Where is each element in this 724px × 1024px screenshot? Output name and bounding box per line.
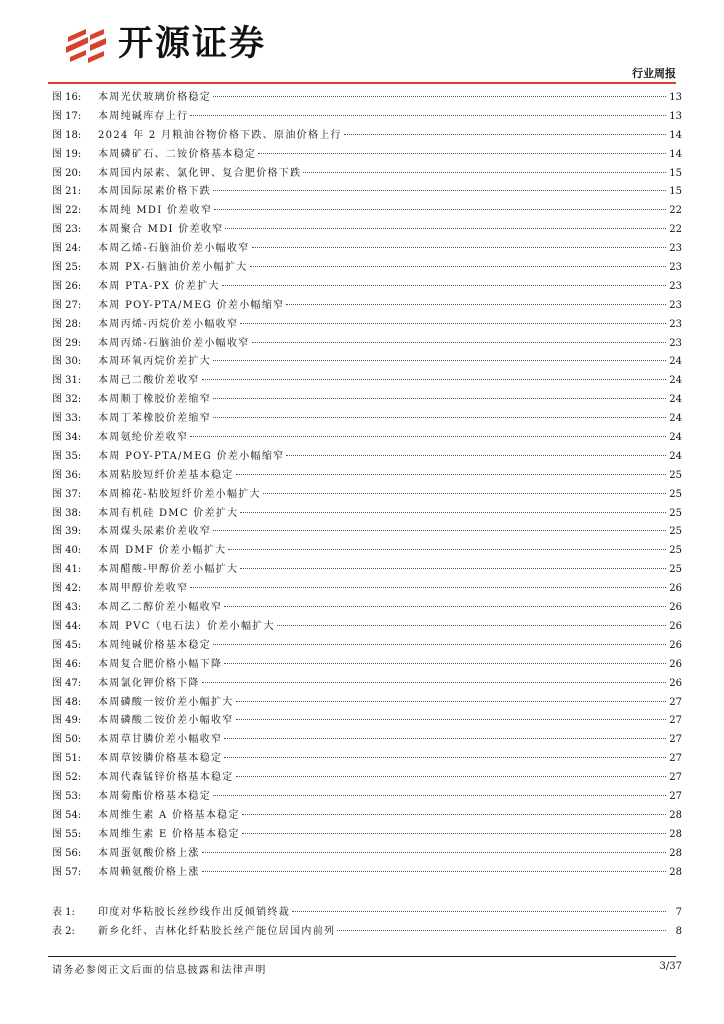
entry-title: 本周 PTA-PX 价差扩大 (98, 280, 220, 292)
entry-page: 24 (669, 394, 682, 406)
entry-page: 24 (669, 432, 682, 444)
figure-list (52, 89, 682, 882)
entry-title: 本周磷酸一铵价差小幅扩大 (98, 696, 234, 708)
dot-leader (190, 436, 666, 437)
entry-number: 图 41: (52, 564, 82, 576)
entry-page: 25 (669, 488, 682, 500)
dot-leader (213, 96, 666, 97)
entry-number: 图 57: (52, 866, 82, 878)
entry-page: 23 (669, 243, 682, 255)
entry-page: 24 (669, 450, 682, 462)
entry-number: 图 18: (52, 129, 82, 141)
entry-page: 27 (669, 753, 682, 765)
entry-number: 图 34: (52, 432, 82, 444)
entry-title: 本周丁苯橡胶价差缩窄 (98, 413, 211, 425)
entry-title: 本周棉花-粘胶短纤价差小幅扩大 (98, 488, 261, 500)
figure-toc-row[interactable] (52, 845, 682, 864)
entry-page: 23 (669, 299, 682, 311)
entry-number: 图 30: (52, 356, 82, 368)
entry-number: 图 52: (52, 772, 82, 784)
figure-toc-row[interactable] (52, 429, 682, 448)
entry-page: 26 (669, 620, 682, 632)
entry-page: 23 (669, 262, 682, 274)
entry-page: 25 (669, 545, 682, 557)
footer-disclaimer: 请务必参阅正文后面的信息披露和法律声明 (52, 965, 267, 976)
dot-leader (236, 474, 666, 475)
dot-leader (213, 644, 666, 645)
entry-title: 本周丙烯-石脑油价差小幅收窄 (98, 337, 250, 349)
dot-leader (202, 852, 666, 853)
kaiyuan-logo-icon (64, 25, 108, 67)
entry-title: 本周磷矿石、二铵价格基本稳定 (98, 148, 257, 160)
entry-title: 本周维生素 E 价格基本稳定 (98, 828, 240, 840)
figure-toc-row[interactable] (52, 410, 682, 429)
dot-leader (250, 266, 666, 267)
page-header (0, 0, 724, 84)
figure-toc-row[interactable] (52, 769, 682, 788)
dot-leader (224, 606, 666, 607)
entry-title: 本周氨纶价差收窄 (98, 432, 189, 444)
entry-page: 24 (669, 375, 682, 387)
dot-leader (344, 134, 666, 135)
dot-leader (213, 398, 666, 399)
entry-title: 本周甲醇价差收窄 (98, 583, 189, 595)
figure-toc-row[interactable] (52, 467, 682, 486)
figure-toc-row[interactable] (52, 146, 682, 165)
entry-number: 图 38: (52, 507, 82, 519)
entry-number: 图 36: (52, 469, 82, 481)
entry-number: 表 1: (52, 907, 75, 918)
entry-title: 本周 PVC（电石法）价差小幅扩大 (98, 620, 275, 632)
entry-page: 26 (669, 602, 682, 614)
figure-toc-row[interactable] (52, 316, 682, 335)
figure-toc-row[interactable] (52, 826, 682, 845)
dot-leader (202, 379, 666, 380)
entry-title: 本周聚合 MDI 价差收窄 (98, 224, 224, 236)
entry-title: 本周丙烯-丙烷价差小幅收窄 (98, 318, 239, 330)
entry-page: 22 (669, 224, 682, 236)
entry-number: 图 51: (52, 753, 82, 765)
entry-title: 本周煤头尿素价差收窄 (98, 526, 211, 538)
figure-toc-row[interactable] (52, 127, 682, 146)
entry-page: 23 (669, 337, 682, 349)
figure-toc-row[interactable] (52, 523, 682, 542)
entry-number: 图 31: (52, 375, 82, 387)
entry-number: 图 27: (52, 299, 82, 311)
entry-page: 27 (669, 734, 682, 746)
entry-page: 15 (669, 167, 682, 179)
entry-number: 图 53: (52, 790, 82, 802)
entry-number: 图 43: (52, 602, 82, 614)
figure-toc-row[interactable] (52, 675, 682, 694)
dot-leader (225, 228, 666, 229)
figure-toc-row[interactable] (52, 335, 682, 354)
entry-number: 图 25: (52, 262, 82, 274)
dot-leader (263, 493, 666, 494)
entry-number: 图 45: (52, 639, 82, 651)
entry-title: 本周纯 MDI 价差收窄 (98, 205, 213, 217)
entry-number: 图 55: (52, 828, 82, 840)
entry-page: 25 (669, 469, 682, 481)
entry-number: 图 17: (52, 110, 82, 122)
figure-toc-row[interactable] (52, 89, 682, 108)
entry-number: 图 42: (52, 583, 82, 595)
entry-title: 本周己二酸价差收窄 (98, 375, 200, 387)
entry-title: 本周复合肥价格小幅下降 (98, 658, 223, 670)
entry-number: 表 2: (52, 925, 75, 937)
dot-leader (213, 417, 666, 418)
entry-title: 本周菊酯价格基本稳定 (98, 790, 211, 802)
entry-title: 本周纯碱库存上行 (98, 110, 189, 122)
entry-page: 14 (669, 129, 682, 141)
entry-page: 27 (669, 715, 682, 727)
figure-toc-row[interactable] (52, 750, 682, 769)
dot-leader (292, 911, 666, 912)
entry-page: 22 (669, 205, 682, 217)
entry-page: 13 (669, 92, 682, 103)
entry-title: 本周光伏玻璃价格稳定 (98, 92, 211, 103)
entry-number: 图 33: (52, 413, 82, 425)
entry-page: 27 (669, 696, 682, 708)
entry-title: 本周草甘膦价差小幅收窄 (98, 734, 223, 746)
entry-number: 图 28: (52, 318, 82, 330)
entry-number: 图 35: (52, 450, 82, 462)
dot-leader (222, 285, 666, 286)
figure-toc-row[interactable] (52, 618, 682, 637)
figure-toc-row[interactable] (52, 599, 682, 618)
dot-leader (240, 568, 666, 569)
entry-number: 图 56: (52, 847, 82, 859)
figure-toc-row[interactable] (52, 297, 682, 316)
dot-leader (236, 719, 666, 720)
dot-leader (213, 360, 666, 361)
entry-number: 图 32: (52, 394, 82, 406)
entry-title: 本周 DMF 价差小幅扩大 (98, 545, 227, 557)
figure-toc-row[interactable] (52, 165, 682, 184)
dot-leader (228, 549, 666, 550)
figure-toc-row[interactable] (52, 656, 682, 675)
entry-number: 图 48: (52, 696, 82, 708)
entry-number: 图 40: (52, 545, 82, 557)
table-toc-row[interactable] (52, 923, 682, 942)
figure-toc-row[interactable] (52, 505, 682, 524)
dot-leader (213, 190, 666, 191)
dot-leader (240, 323, 666, 324)
dot-leader (242, 814, 666, 815)
entry-page: 27 (669, 772, 682, 784)
entry-number: 图 19: (52, 148, 82, 160)
figure-toc-row[interactable] (52, 372, 682, 391)
entry-number: 图 22: (52, 205, 82, 217)
entry-number: 图 29: (52, 337, 82, 349)
dot-leader (213, 530, 666, 531)
header-divider (48, 82, 676, 84)
entry-page: 24 (669, 413, 682, 425)
figure-toc-row[interactable] (52, 278, 682, 297)
entry-title: 本周醋酸-甲醇价差小幅扩大 (98, 564, 239, 576)
figure-toc-row[interactable] (52, 561, 682, 580)
dot-leader (190, 587, 666, 588)
entry-title: 本周氯化钾价格下降 (98, 677, 200, 689)
figure-toc-row[interactable] (52, 183, 682, 202)
figure-toc-row[interactable] (52, 240, 682, 259)
entry-number: 图 21: (52, 186, 82, 198)
entry-number: 图 37: (52, 488, 82, 500)
figure-toc-row[interactable] (52, 807, 682, 826)
figure-toc-row[interactable] (52, 712, 682, 731)
entry-number: 图 26: (52, 280, 82, 292)
table-toc-row[interactable] (52, 904, 682, 923)
footer-divider (48, 956, 676, 957)
dot-leader (224, 738, 666, 739)
entry-page: 26 (669, 583, 682, 595)
dot-leader (242, 833, 666, 834)
figure-toc-row[interactable] (52, 391, 682, 410)
table-list (52, 904, 682, 942)
entry-page: 28 (669, 847, 682, 859)
entry-page: 14 (669, 148, 682, 160)
entry-number: 图 46: (52, 658, 82, 670)
dot-leader (224, 663, 666, 664)
report-type: 行业周报 (632, 67, 676, 80)
entry-page: 28 (669, 828, 682, 840)
dot-leader (236, 776, 666, 777)
entry-title: 印度对华粘胶长丝纱线作出反倾销终裁 (98, 907, 291, 918)
dot-leader (224, 757, 666, 758)
entry-page: 26 (669, 658, 682, 670)
entry-page: 27 (669, 790, 682, 802)
entry-title: 本周乙烯-石脑油价差小幅收窄 (98, 243, 250, 255)
figure-toc-row[interactable] (52, 353, 682, 372)
dot-leader (303, 172, 666, 173)
figure-toc-row[interactable] (52, 202, 682, 221)
entry-title: 本周环氧丙烷价差扩大 (98, 356, 211, 368)
entry-page: 28 (669, 866, 682, 878)
entry-title: 本周 POY-PTA/MEG 价差小幅缩窄 (98, 450, 285, 462)
figure-toc-row[interactable] (52, 637, 682, 656)
figure-toc-row[interactable] (52, 694, 682, 713)
entry-title: 本周维生素 A 价格基本稳定 (98, 809, 240, 821)
entry-number: 图 39: (52, 526, 82, 538)
dot-leader (214, 209, 666, 210)
figure-toc-row[interactable] (52, 864, 682, 883)
dot-leader (286, 304, 666, 305)
entry-page: 25 (669, 507, 682, 519)
figure-toc-row[interactable] (52, 221, 682, 240)
entry-title: 本周乙二醇价差小幅收窄 (98, 602, 223, 614)
dot-leader (213, 795, 666, 796)
dot-leader (236, 701, 666, 702)
entry-page: 26 (669, 639, 682, 651)
dot-leader (337, 930, 666, 931)
entry-number: 图 24: (52, 243, 82, 255)
entry-page: 25 (669, 526, 682, 538)
entry-page: 8 (675, 925, 682, 937)
entry-number: 图 20: (52, 167, 82, 179)
figure-toc-row[interactable] (52, 788, 682, 807)
dot-leader (286, 455, 666, 456)
entry-title: 本周有机硅 DMC 价差扩大 (98, 507, 239, 519)
entry-number: 图 44: (52, 620, 82, 632)
dot-leader (252, 342, 666, 343)
dot-leader (240, 512, 666, 513)
entry-page: 23 (669, 280, 682, 292)
entry-title: 本周顺丁橡胶价差缩窄 (98, 394, 211, 406)
dot-leader (202, 682, 666, 683)
entry-number: 图 50: (52, 734, 82, 746)
entry-title: 2024 年 2 月粮油谷物价格下跌、原油价格上行 (98, 129, 342, 141)
entry-title: 新乡化纤、吉林化纤粘胶长丝产能位居国内前列 (98, 925, 336, 937)
entry-number: 图 54: (52, 809, 82, 821)
figure-toc-row[interactable] (52, 448, 682, 467)
entry-number: 图 47: (52, 677, 82, 689)
dot-leader (190, 115, 666, 116)
entry-page: 25 (669, 564, 682, 576)
entry-title: 本周国内尿素、氯化钾、复合肥价格下跌 (98, 167, 302, 179)
entry-title: 本周 PX-石脑油价差小幅扩大 (98, 262, 248, 274)
entry-title: 本周纯碱价格基本稳定 (98, 639, 211, 651)
entry-title: 本周粘胶短纤价差基本稳定 (98, 469, 234, 481)
entry-page: 15 (669, 186, 682, 198)
entry-title: 本周草铵膦价格基本稳定 (98, 753, 223, 765)
entry-title: 本周蛋氨酸价格上涨 (98, 847, 200, 859)
figure-toc-row[interactable] (52, 542, 682, 561)
dot-leader (252, 247, 666, 248)
entry-page: 24 (669, 356, 682, 368)
figure-toc-row[interactable] (52, 486, 682, 505)
entry-title: 本周赖氨酸价格上涨 (98, 866, 200, 878)
page-number: 3/37 (659, 961, 682, 972)
entry-number: 图 23: (52, 224, 82, 236)
brand-name: 开源证券 (118, 24, 267, 64)
entry-page: 23 (669, 318, 682, 330)
entry-page: 7 (675, 907, 682, 918)
entry-title: 本周 POY-PTA/MEG 价差小幅缩窄 (98, 299, 285, 311)
figure-toc-row[interactable] (52, 259, 682, 278)
figure-toc-row[interactable] (52, 108, 682, 127)
entry-title: 本周代森锰锌价格基本稳定 (98, 772, 234, 784)
figure-toc-row[interactable] (52, 731, 682, 750)
entry-page: 28 (669, 809, 682, 821)
dot-leader (258, 153, 666, 154)
entry-number: 图 49: (52, 715, 82, 727)
dot-leader (202, 871, 666, 872)
entry-page: 13 (669, 110, 682, 122)
entry-page: 26 (669, 677, 682, 689)
entry-title: 本周国际尿素价格下跌 (98, 186, 211, 198)
figure-toc-row[interactable] (52, 580, 682, 599)
dot-leader (277, 625, 666, 626)
entry-title: 本周磷酸二铵价差小幅收窄 (98, 715, 234, 727)
entry-number: 图 16: (52, 92, 82, 103)
